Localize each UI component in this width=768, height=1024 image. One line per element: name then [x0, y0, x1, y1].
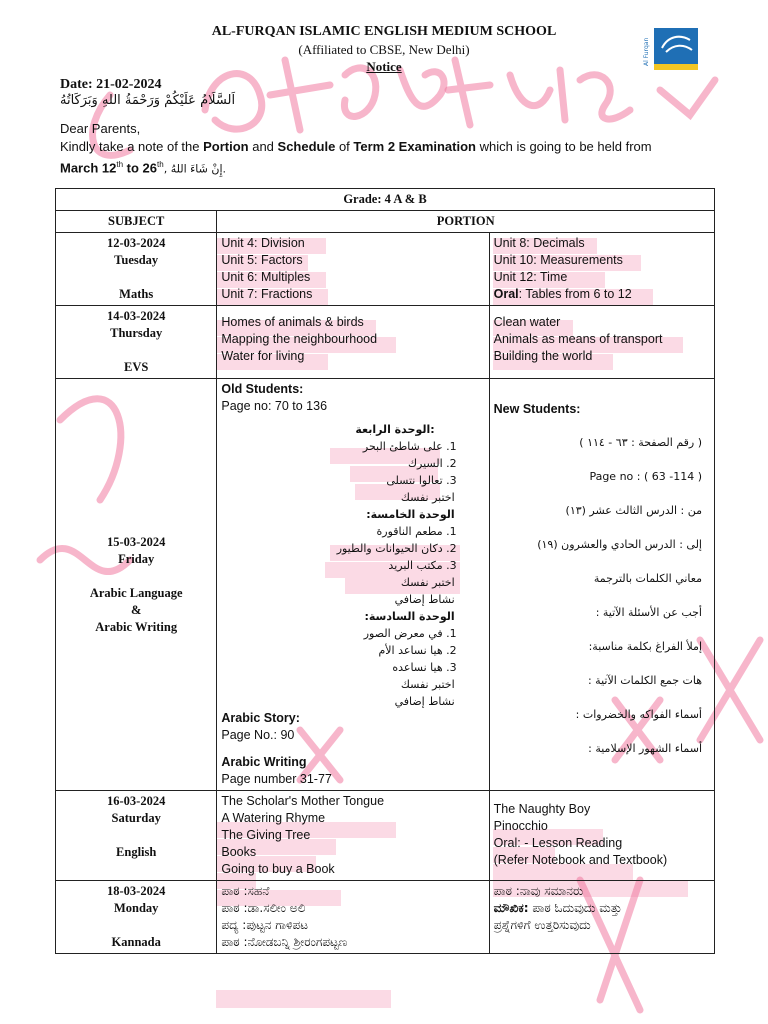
table-row-maths: [56, 233, 715, 306]
affiliation: (Affiliated to CBSE, New Delhi): [298, 42, 470, 57]
evs-portion-left: Homes of animals & birds Mapping the neighbourhood Water for living: [217, 306, 489, 379]
kannada-subject-cell: 18-03-2024 Monday Kannada: [56, 881, 217, 954]
school-name: AL-FURQAN ISLAMIC ENGLISH MEDIUM SCHOOL: [211, 24, 557, 39]
header-row: [56, 211, 715, 233]
arabic-new-students: New Students: ( رقم الصفحة : ٦٣ - ١١٤ ) Page no : ( 63 -114 ) من : الدرس الثالث عشر (١٣) إلى : الدرس الحادي والعشرون (١٩) معاني الكلمات بالترجمة أجب عن الأسئلة الآتية : إملأ الفراغ بكلمة مناسبة: هات جمع الكلمات الآتية : أسماء الفواكه والخضروات : أسماء الشهور الإسلامية :: [489, 379, 714, 791]
grade-row: [56, 189, 715, 211]
arabic-greeting: اَلسَّلَامُ عَلَيْكُمْ وَرَحْمَةُ اللهِ وَبَرَكَاتُهُ: [60, 93, 236, 108]
notice-date: Date: 21-02-2024: [60, 77, 162, 92]
table-row-kannada: [56, 881, 715, 954]
evs-portion-right: Clean water Animals as means of transport Building the world: [489, 306, 714, 379]
maths-portion-left: Unit 4: Division Unit 5: Factors Unit 6: Multiples Unit 7: Fractions: [217, 233, 489, 306]
portion-header: PORTION: [217, 211, 715, 233]
kannada-portion-right: ಪಾಠ :ನಾವು ಸಮಾನರು ಮೌಖಿಕ: ಪಾಠ ಓದುವುದು ಮತ್ತು ಪ್ರಶ್ನೆಗಳಿಗೆ ಉತ್ತರಿಸುವುದು: [489, 881, 714, 954]
exam-schedule-table: [55, 188, 715, 954]
intro-line-2: March 12th to 26th, إِنْ شَاءَ اللهُ.: [60, 160, 227, 176]
svg-text:Al Furqan: Al Furqan: [643, 37, 650, 66]
intro-line-1: Kindly take a note of the Portion and Schedule of Term 2 Examination which is going to be held from: [60, 139, 652, 154]
table-row-arabic: [56, 379, 715, 791]
grade-label: Grade: 4 A & B: [56, 189, 715, 211]
kannada-portion-left: ಪಾಠ :ಸಹನೆ ಪಾಠ :ಡಾ.ಸಲೀಂ ಅಲಿ ಪದ್ಯ :ಪುಟ್ಟನ ಗಾಳಿಪಟ ಪಾಠ :ನೋಡಬನ್ನಿ ಶ್ರೀರಂಗಪಟ್ಟಣ: [217, 881, 489, 954]
maths-subject-cell: 12-03-2024 Tuesday Maths: [56, 233, 217, 306]
table-row-english: [56, 791, 715, 881]
english-portion-right: The Naughty Boy Pinocchio Oral: - Lesson Reading (Refer Notebook and Textbook): [489, 791, 714, 881]
subject-header: SUBJECT: [56, 211, 217, 233]
intro-paragraph: [60, 120, 720, 178]
evs-subject-cell: 14-03-2024 Thursday EVS: [56, 306, 217, 379]
english-subject-cell: 16-03-2024 Saturday English: [56, 791, 217, 881]
school-logo: [640, 26, 700, 72]
english-portion-left: The Scholar's Mother Tongue A Watering Rhyme The Giving Tree Books Going to buy a Book: [217, 791, 489, 881]
table-row-evs: [56, 306, 715, 379]
salutation: Dear Parents,: [60, 121, 141, 136]
arabic-subject-cell: 15-03-2024 Friday Arabic Language & Arabic Writing: [56, 379, 217, 791]
arabic-old-students: Old Students: Page no: 70 to 136 :الوحدة الرابعة 1. على شاطئ البحر 2. السيرك 3. تعالوا نتسلى اختبر نفسك الوحدة الخامسة: 1. مطعم الناقورة 2. دكان الحيوانات والطيور 3. مكتب البريد اختبر نفسك نشاط إضافي الوحدة السادسة: 1. في معرض الصور 2. هيا نساعد الأم 3. هيا نساعده اختبر نفسك نشاط إضافي Arabic Story: Page No.: 90 Arabic Writing Page number 31-77: [217, 379, 489, 791]
notice-title: Notice: [366, 59, 402, 74]
maths-portion-right: Unit 8: Decimals Unit 10: Measurements Unit 12: Time Oral: Tables from 6 to 12: [489, 233, 714, 306]
